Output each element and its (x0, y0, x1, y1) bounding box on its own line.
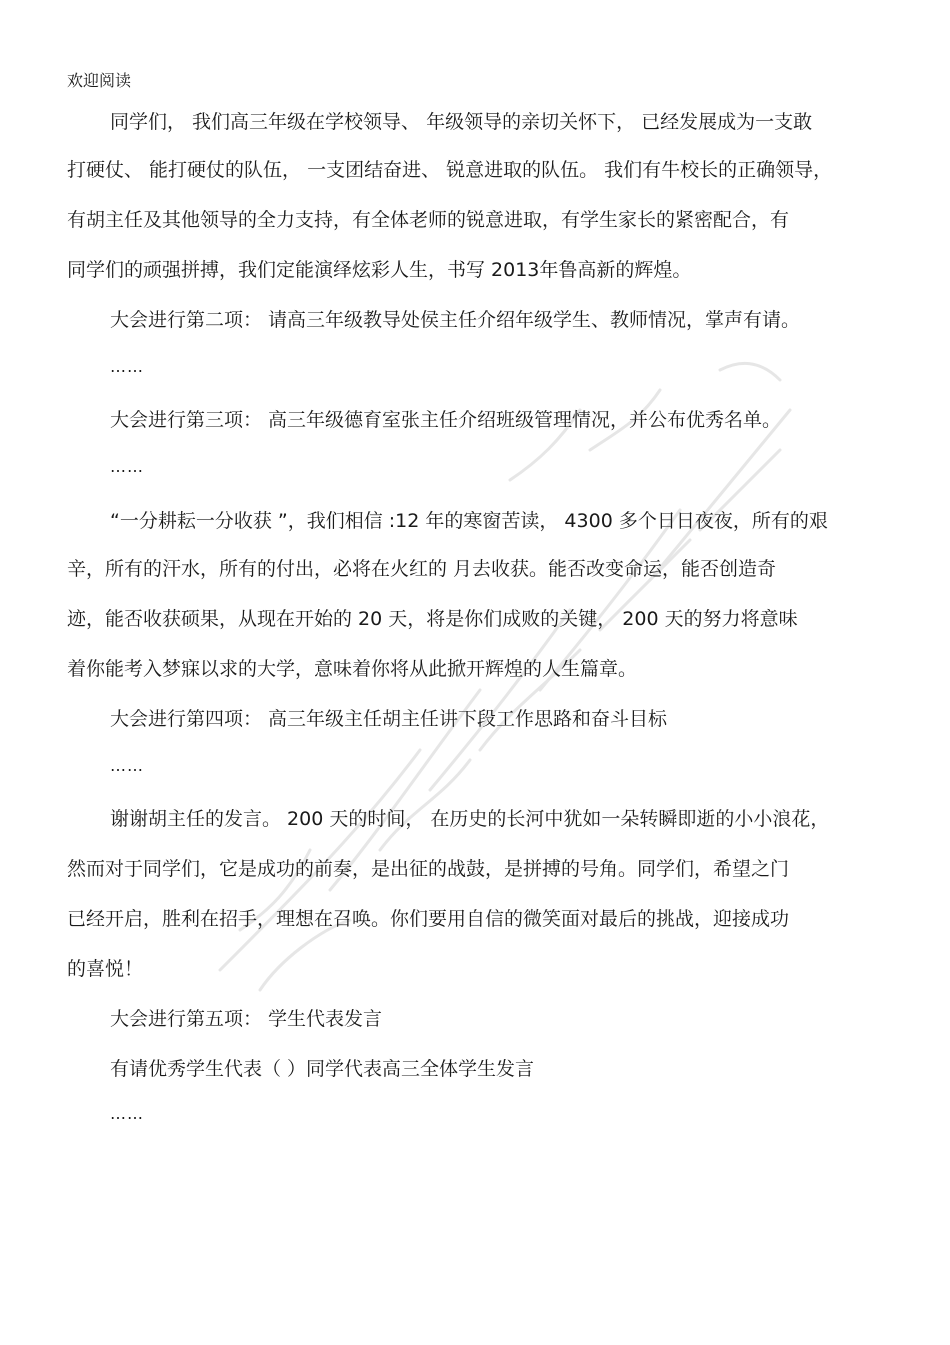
para3-line-3: 已经开启，胜利在招手，理想在召唤。你们要用自信的微笑面对最后的挑战，迎接成功 (67, 908, 790, 930)
agenda-item-3: 大会进行第三项： 高三年级德育室张主任介绍班级管理情况，并公布优秀名单。 (110, 409, 782, 431)
agenda-item-2: 大会进行第二项： 请高三年级教导处侯主任介绍年级学生、教师情况，掌声有请。 (110, 309, 801, 331)
ellipsis-4: …… (110, 1104, 144, 1123)
agenda-item-5-detail: 有请优秀学生代表（ ）同学代表高三全体学生发言 (110, 1058, 535, 1080)
para1-line-1: 同学们， 我们高三年级在学校领导、 年级领导的亲切关怀下， 已经发展成为一支敢 (110, 111, 813, 133)
ellipsis-1: …… (110, 357, 144, 376)
agenda-item-4: 大会进行第四项： 高三年级主任胡主任讲下段工作思路和奋斗目标 (110, 708, 668, 730)
agenda-item-5: 大会进行第五项： 学生代表发言 (110, 1008, 383, 1030)
header-label: 欢迎阅读 (67, 71, 132, 90)
ellipsis-3: …… (110, 756, 144, 775)
para1-line-4: 同学们的顽强拼搏，我们定能演绎炫彩人生，书写 2013年鲁高新的辉煌。 (67, 259, 692, 281)
para2-line-4: 着你能考入梦寐以求的大学，意味着你将从此掀开辉煌的人生篇章。 (67, 658, 638, 680)
para1-line-2: 打硬仗、 能打硬仗的队伍， 一支团结奋进、 锐意进取的队伍。 我们有牛校长的正确领导， (67, 159, 833, 181)
para3-line-2: 然而对于同学们，它是成功的前奏，是出征的战鼓，是拼搏的号角。同学们，希望之门 (67, 858, 790, 880)
para1-line-3: 有胡主任及其他领导的全力支持，有全体老师的锐意进取，有学生家长的紧密配合，有 (67, 209, 790, 231)
para3-line-1: 谢谢胡主任的发言。 200 天的时间， 在历史的长河中犹如一朵转瞬即逝的小小浪花， (110, 808, 830, 830)
para3-line-4: 的喜悦！ (67, 958, 144, 980)
para2-line-1: “一分耕耘一分收获 ”，我们相信 :12 年的寒窗苦读， 4300 多个日日夜夜，所有的艰 (110, 510, 828, 532)
para2-line-2: 辛，所有的汗水，所有的付出，必将在火红的 月去收获。能否改变命运，能否创造奇 (67, 558, 777, 580)
ellipsis-2: …… (110, 457, 144, 476)
para2-line-3: 迹，能否收获硕果，从现在开始的 20 天，将是你们成败的关键， 200 天的努力将意味 (67, 608, 798, 630)
